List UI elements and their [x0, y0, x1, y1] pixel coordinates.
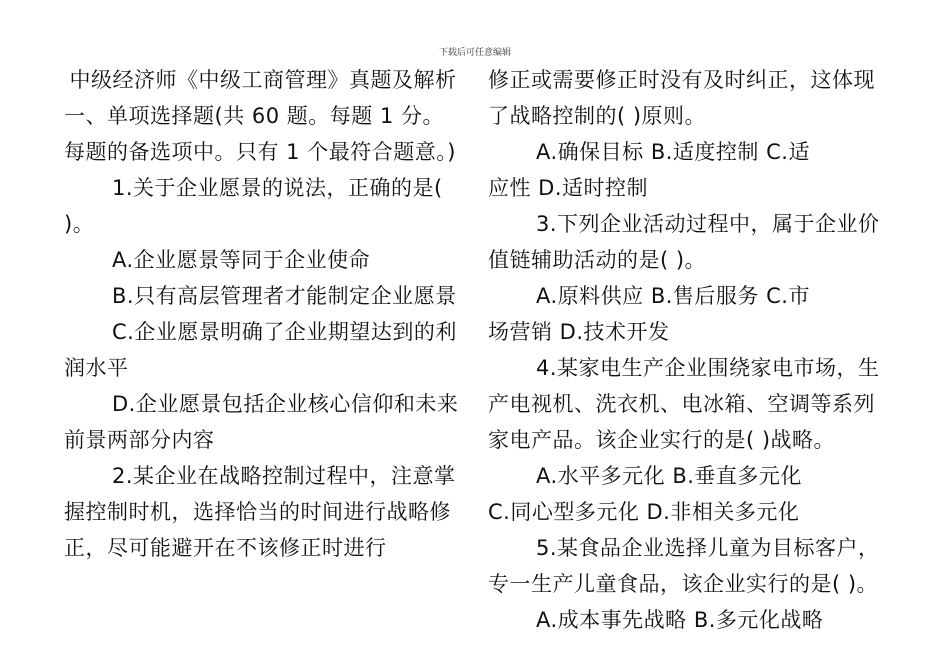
question-2-options-line2: 应性 D.适时控制: [488, 176, 649, 200]
section-heading: 一、单项选择题(共 60 题。每题 1 分。每题的备选项中。只有 1 个最符合题意。): [64, 104, 456, 164]
question-1-option-a: A.企业愿景等同于企业使命: [112, 248, 371, 272]
question-4-options-line2: C.同心型多元化 D.非相关多元化: [488, 500, 800, 524]
question-2-continued: 修正或需要修正时没有及时纠正，这体现了战略控制的( )原则。: [488, 68, 875, 128]
exam-title: 中级经济师《中级工商管理》真题及解析: [69, 68, 457, 92]
question-1-option-d: D.企业愿景包括企业核心信仰和未来前景两部分内容: [64, 392, 459, 452]
page-header-note: 下载后可任意编辑: [438, 48, 511, 58]
question-5: 5.某食品企业选择儿童为目标客户，专一生产儿童食品，该企业实行的是( )。: [488, 536, 880, 596]
question-4: 4.某家电生产企业围绕家电市场，生产电视机、洗衣机、电冰箱、空调等系列家电产品。该企业实行的是( )战略。: [488, 356, 880, 452]
right-column: [488, 62, 886, 638]
question-2-options-line1: A.确保目标 B.适度控制 C.适: [536, 140, 810, 164]
question-5-options-line1: A.成本事先战略 B.多元化战略: [536, 608, 824, 632]
question-4-options-line1: A.水平多元化 B.垂直多元化: [536, 464, 802, 488]
left-column: [64, 62, 462, 566]
question-3: 3.下列企业活动过程中，属于企业价值链辅助活动的是( )。: [488, 212, 880, 272]
question-1-option-c: C.企业愿景明确了企业期望达到的利润水平: [64, 320, 457, 380]
question-1: 1.关于企业愿景的说法，正确的是( )。: [64, 176, 443, 236]
question-3-options-line1: A.原料供应 B.售后服务 C.市: [536, 284, 810, 308]
question-3-options-line2: 场营销 D.技术开发: [488, 320, 670, 344]
question-2: 2.某企业在战略控制过程中，注意掌握控制时机，选择恰当的时间进行战略修正，尽可能避开在不该修正时进行: [64, 464, 456, 560]
question-1-option-b: B.只有高层管理者才能制定企业愿景: [112, 284, 457, 308]
